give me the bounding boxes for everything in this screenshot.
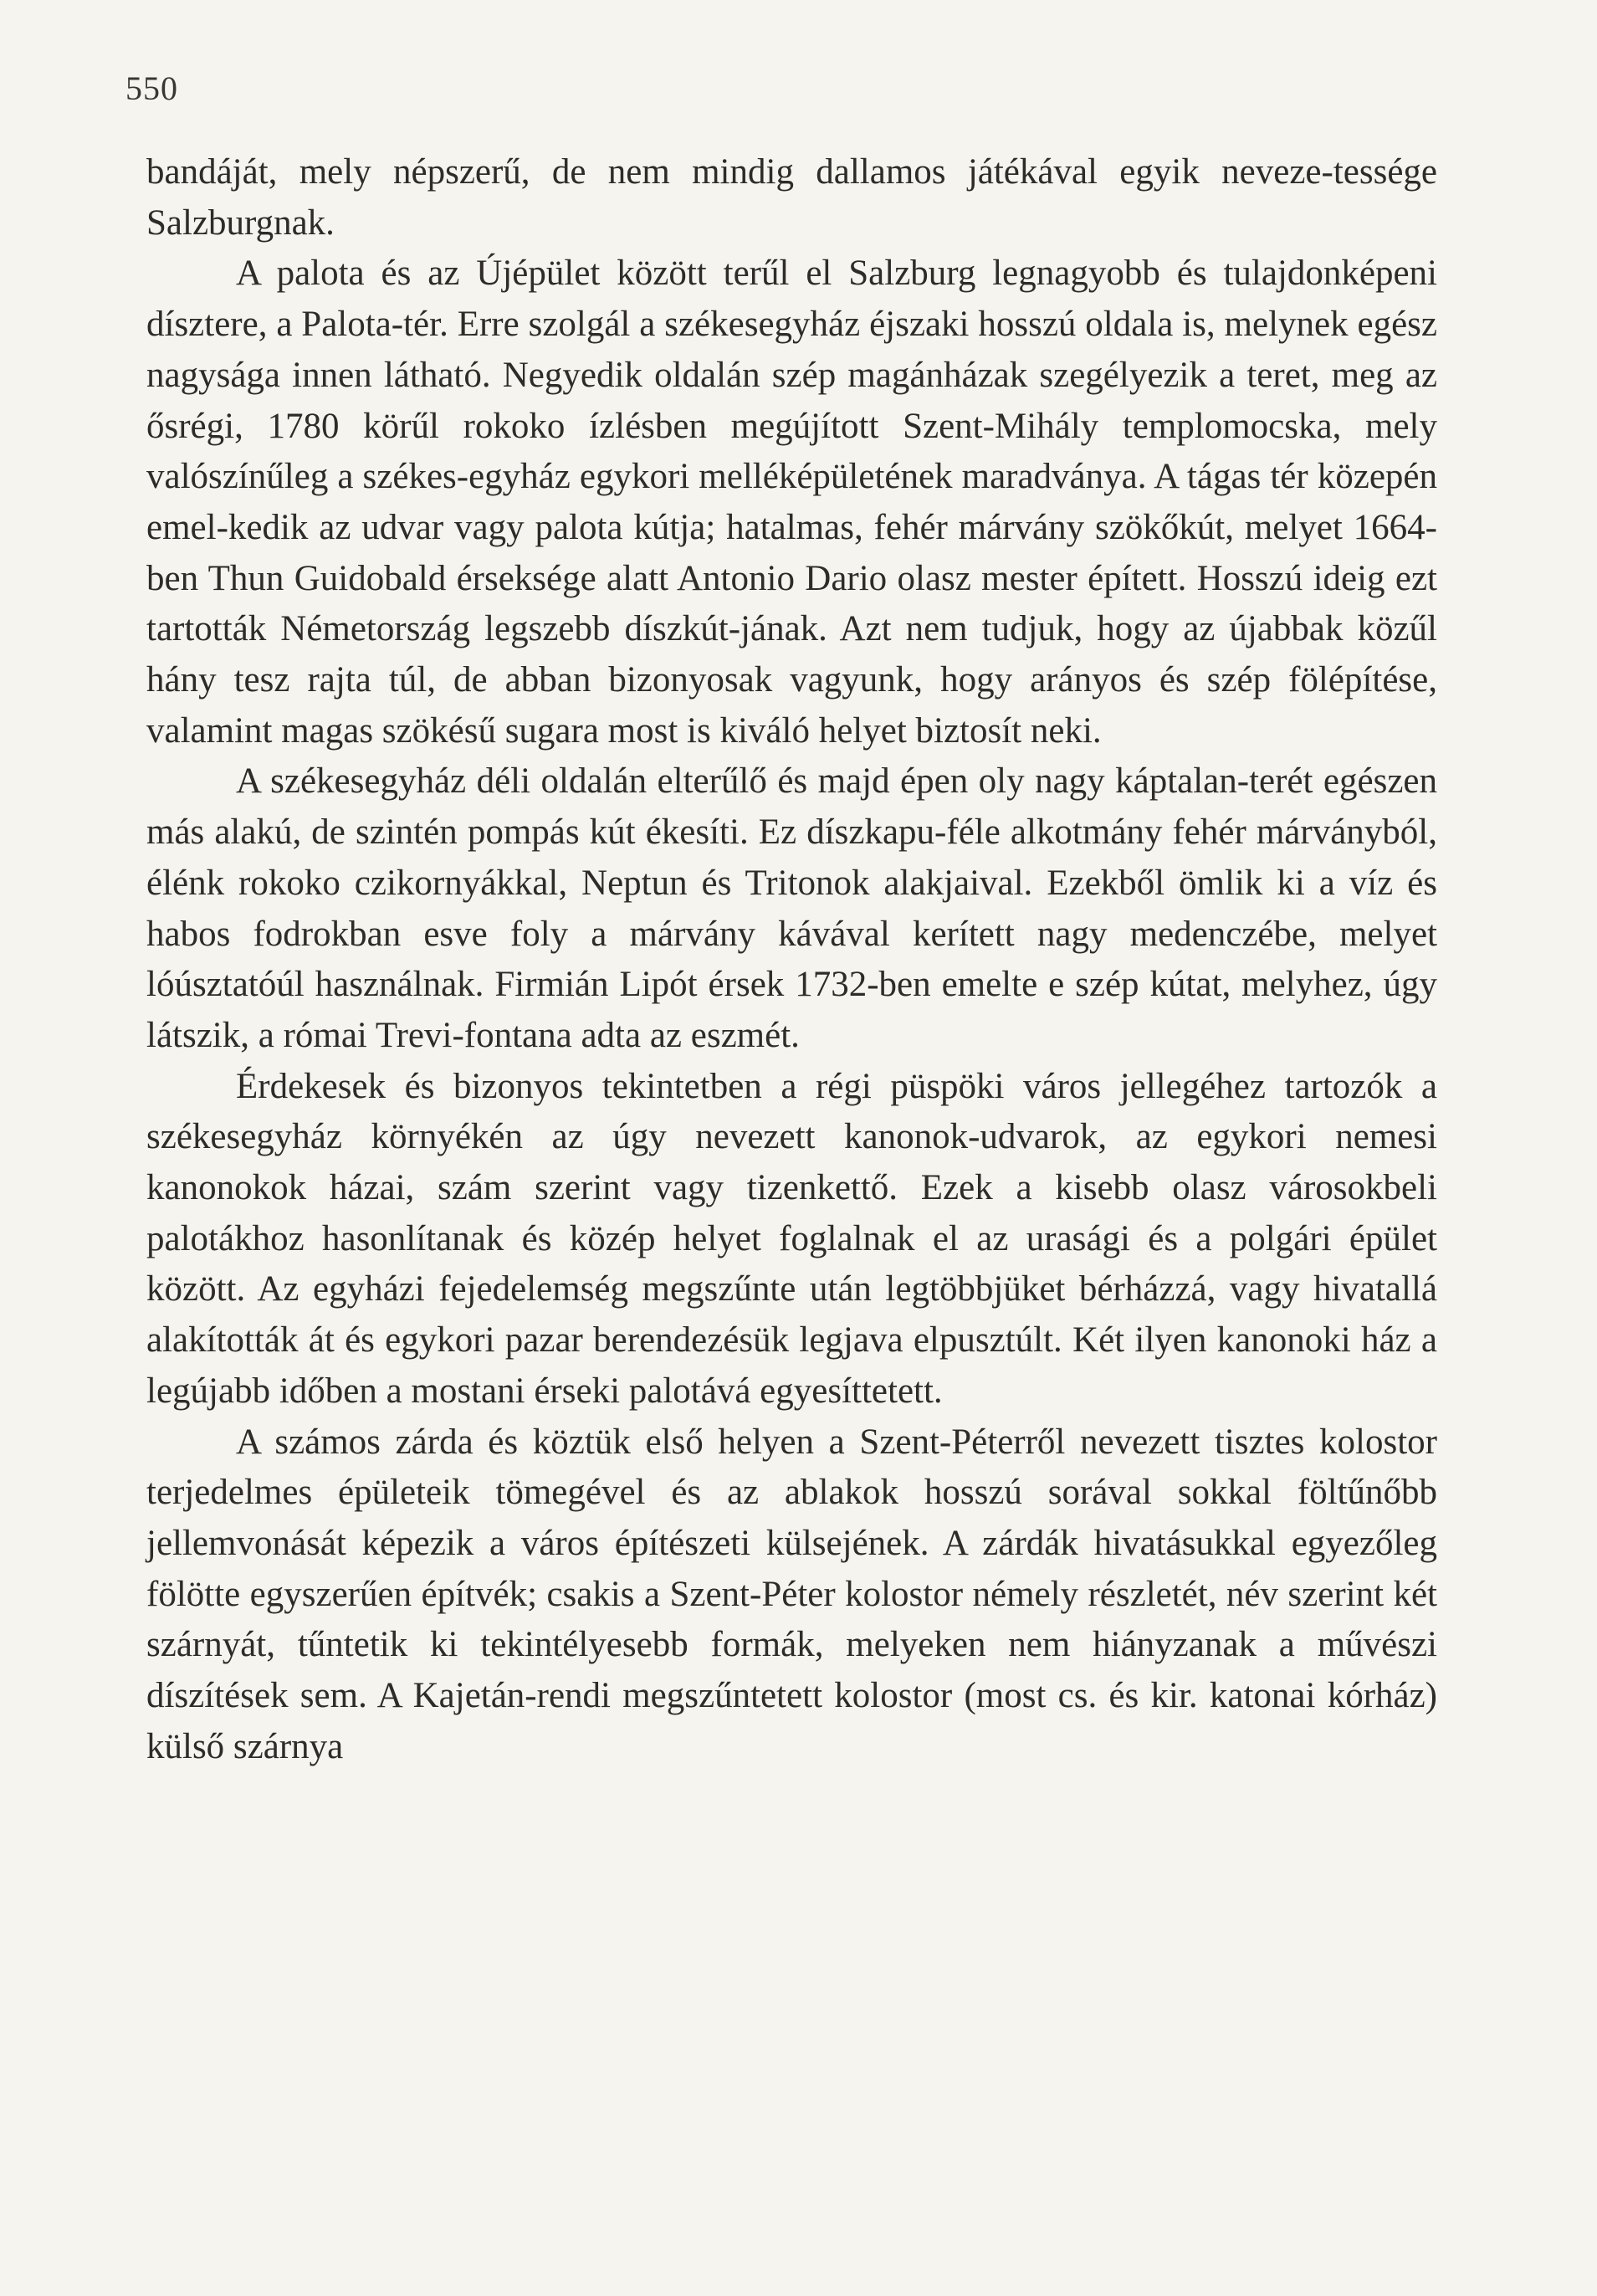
paragraph-kanonok-udvarok: Érdekesek és bizonyos tekintetben a régi püspöki város jellegéhez tartozók a székesegyház környékén az úgy nevezett kanonok-udvarok, az egykori nemesi kanonokok házai, szám szerint vagy tizenkettő. Ezek a kisebb olasz városokbeli palotákhoz hasonlítanak és közép helyet foglalnak el az urasági és a polgári épület között. Az egyházi fejedelemség megszűnte után legtöbbjüket bérházzá, vagy hivatallá alakították át és egykori pazar berendezésük legjava elpusztúlt. Két ilyen kanonoki ház a legújabb időben a mostani érseki palotává egyesíttetett. [146, 1066, 1437, 1411]
body-text [146, 147, 1437, 1773]
paragraph-zardak: A számos zárda és köztük első helyen a Szent-Péterről nevezett tisztes kolostor terjedelmes épületeik tömegével és az ablakok hosszú sorával sokkal föltűnőbb jellemvonását képezik a város építészeti külsejének. A zárdák hivatásukkal egyezőleg fölötte egyszerűen építvék; csakis a Szent-Péter kolostor némely részletét, név szerint két szárnyát, tűntetik ki tekintélyesebb formák, melyeken nem hiányzanak a művészi díszítések sem. A Kajetán-rendi megszűntetett kolostor (most cs. és kir. katonai kórház) külső szárnya [146, 1422, 1437, 1766]
paragraph-palota-ter: A palota és az Újépület között terűl el Salzburg legnagyobb és tulajdonképeni dísztere, a Palota-tér. Erre szolgál a székesegyház éjszaki hosszú oldala is, melynek egész nagysága innen látható. Negyedik oldalán szép magánházak szegélyezik a teret, meg az ősrégi, 1780 körűl rokoko ízlésben megújított Szent-Mihály templomocska, mely valószínűleg a székes-egyház egykori melléképületének maradványa. A tágas tér közepén emel-kedik az udvar vagy palota kútja; hatalmas, fehér márvány szökőkút, melyet 1664-ben Thun Guidobald érseksége alatt Antonio Dario olasz mester épített. Hosszú ideig ezt tartották Németország legszebb díszkút-jának. Azt nem tudjuk, hogy az újabbak közűl hány tesz rajta túl, de abban bizonyosak vagyunk, hogy arányos és szép fölépítése, valamint magas szökésű sugara most is kiváló helyet biztosít neki. [146, 254, 1437, 751]
paragraph-continuation: bandáját, mely népszerű, de nem mindig dallamos játékával egyik neveze-tessége Salzburgnak. [146, 152, 1437, 243]
paragraph-kaptalan-ter: A székesegyház déli oldalán elterűlő és majd épen oly nagy káptalan-terét egészen más alakú, de szintén pompás kút ékesíti. Ez díszkapu-féle alkotmány fehér márványból, élénk rokoko czikornyákkal, Neptun és Tritonok alakjaival. Ezekből ömlik ki a víz és habos fodrokban esve foly a márvány kávával kerített nagy medenczébe, melyet lóúsztatóúl használnak. Firmián Lipót érsek 1732-ben emelte e szép kútat, melyhez, úgy látszik, a római Trevi-fontana adta az eszmét. [146, 761, 1437, 1055]
page-number: 550 [125, 69, 178, 107]
